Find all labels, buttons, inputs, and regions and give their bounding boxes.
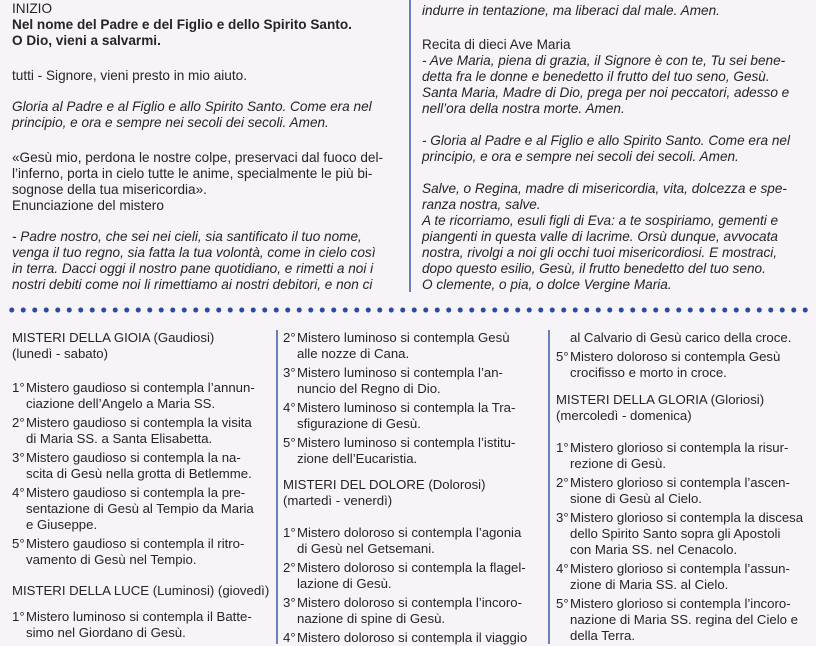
item-number: 3° — [556, 510, 569, 525]
gloria-prayer: Gloria al Padre e al Figlio e allo Spirito Santo. Come era nel principio, e ora e sempre nei secoli dei secoli. Amen. — [12, 99, 372, 130]
ave-maria-prayer: - Ave Maria, piena di grazia, il Signore è con te, Tu sei bene- detta fra le donne e benedetto il frutto del tuo seno, Gesù. Santa Maria, Madre di Dio, prega per noi peccatori, adesso e nell’ora della nostra morte. Amen. — [422, 53, 790, 116]
item-text: Mistero doloroso si contempla l’incoro- nazione di spine di Gesù. — [297, 595, 523, 626]
item-text: Mistero glorioso si contempla l’ascen- sione di Gesù al Cielo. — [570, 475, 790, 506]
item-text: Mistero luminoso si contempla la Tra- sfigurazione di Gesù. — [297, 400, 516, 431]
gioia-item — [12, 536, 274, 568]
gloria-item — [556, 596, 814, 644]
luce-item — [283, 330, 545, 362]
item-number: 5° — [283, 435, 296, 450]
luce-item — [283, 435, 545, 467]
dolore-item-continued — [556, 330, 814, 346]
section-title-inizio: INIZIO — [12, 1, 53, 16]
column-divider-1 — [276, 330, 278, 644]
gloria-item — [556, 561, 814, 593]
item-number: 5° — [556, 596, 569, 611]
gloria-item — [556, 440, 814, 472]
luce-item — [12, 609, 274, 641]
item-text: Mistero gaudioso si contempla la na- scita di Gesù nella grotta di Betlemme. — [26, 450, 252, 481]
item-text: Mistero luminoso si contempla l’an- nuncio del Regno di Dio. — [297, 365, 503, 396]
enunciation-label: Enunciazione del mistero — [12, 198, 164, 213]
column-divider-top — [409, 0, 411, 292]
pater-ending: indurre in tentazione, ma liberaci dal male. Amen. — [422, 3, 720, 18]
gioia-item — [12, 415, 274, 447]
dolore-heading: MISTERI DEL DOLORE (Dolorosi) — [283, 477, 486, 492]
item-text: Mistero doloroso si contempla la flagel- lazione di Gesù. — [297, 560, 526, 591]
item-number: 1° — [283, 525, 296, 540]
item-number: 1° — [12, 380, 25, 395]
opening-line-2: O Dio, vieni a salvarmi. — [12, 33, 161, 48]
item-text: Mistero luminoso si contempla il Batte- simo nel Giordano di Gesù. — [26, 609, 252, 640]
item-number: 2° — [283, 330, 296, 345]
dolore-item — [283, 560, 545, 592]
gloria-item — [556, 510, 814, 558]
item-text: Mistero glorioso si contempla l’incoro- nazione di Maria SS. regina del Cielo e della Terra. — [570, 596, 798, 643]
gioia-item — [12, 485, 274, 533]
dolore-item — [556, 349, 814, 381]
item-text-part1: Mistero doloroso si contempla il viaggio — [297, 630, 528, 645]
item-text: Mistero luminoso si contempla l’istitu- zione dell’Eucaristia. — [297, 435, 516, 466]
gioia-section — [12, 330, 274, 641]
pater-prayer: - Padre nostro, che sei nei cieli, sia santificato il tuo nome, venga il tuo regno, sia fatta la tua volontà, come in cielo così in terra. Dacci oggi il nostro pane quotidiano, e rimetti a noi i nostri debiti come noi li rimettiamo ai nostri debitori, e non ci — [12, 229, 376, 292]
item-number: 4° — [556, 561, 569, 576]
item-text: Mistero doloroso si contempla Gesù crocifisso e morto in croce. — [570, 349, 781, 380]
gloria-days: (mercoledì - domenica) — [556, 408, 692, 423]
gioia-days: (lunedì - sabato) — [12, 346, 109, 361]
luce-heading: MISTERI DELLA LUCE (Luminosi) (giovedì) — [12, 583, 270, 598]
column-divider-2 — [548, 330, 550, 644]
item-number: 4° — [283, 400, 296, 415]
item-number: 5° — [12, 536, 25, 551]
dolore-item — [283, 595, 545, 627]
item-number: 3° — [283, 595, 296, 610]
luce-item — [283, 400, 545, 432]
item-number: 3° — [12, 450, 25, 465]
item-number: 5° — [556, 349, 569, 364]
item-number: 1° — [556, 440, 569, 455]
item-text: Mistero glorioso si contempla la risur- rezione di Gesù. — [570, 440, 789, 471]
gioia-item — [12, 380, 274, 412]
item-text: Mistero gaudioso si contempla la pre- sentazione di Gesù al Tempio da Maria e Giuseppe. — [26, 485, 254, 532]
luce-dolore-section — [283, 330, 545, 646]
item-text: Mistero gaudioso si contempla la visita di Maria SS. a Santa Elisabetta. — [26, 415, 252, 446]
item-text: Mistero doloroso si contempla l’agonia di Gesù nel Getsemani. — [297, 525, 522, 556]
gloria-section — [556, 330, 814, 644]
dolore-days: (martedì - venerdì) — [283, 493, 393, 508]
salve-regina-prayer: Salve, o Regina, madre di misericordia, vita, dolcezza e spe- ranza nostra, salve. A te ricorriamo, esuli figli di Eva: a te sospiriamo, gementi e piangenti in questa valle di lacrime. Orsù dunque, avvocata nostra, rivolgi a noi gli occhi tuoi misericordiosi. E mostraci, dopo questo esilio, Gesù, il frutto benedetto del tuo seno. O clemente, o pia, o dolce Vergine Maria. — [422, 181, 787, 292]
item-number: 2° — [12, 415, 25, 430]
item-number: 3° — [283, 365, 296, 380]
gioia-list — [12, 380, 274, 568]
luce-item — [283, 365, 545, 397]
gloria-prayer-2: - Gloria al Padre e al Figlio e allo Spirito Santo. Come era nel principio, e ora e sempre nei secoli dei secoli. Amen. — [422, 133, 790, 164]
ave-title: Recita di dieci Ave Maria — [422, 37, 571, 52]
gloria-list — [556, 440, 814, 644]
gloria-item — [556, 475, 814, 507]
item-text: Mistero gaudioso si contempla il ritro- vamento di Gesù nel Tempio. — [26, 536, 245, 567]
item-number: 2° — [283, 560, 296, 575]
item-number: 4° — [283, 630, 296, 645]
item-text: Mistero luminoso si contempla Gesù alle nozze di Cana. — [297, 330, 510, 361]
fatima-prayer: «Gesù mio, perdona le nostre colpe, preservaci dal fuoco del- l’inferno, porta in cielo tutte le anime, specialmente le più bi- sognose della tua misericordia». — [12, 150, 384, 197]
response-line: tutti - Signore, vieni presto in mio aiuto. — [12, 68, 247, 83]
luce-list-start — [12, 609, 274, 641]
item-text: Mistero glorioso si contempla l’assun- zione di Maria SS. al Cielo. — [570, 561, 790, 592]
gioia-heading: MISTERI DELLA GIOIA (Gaudiosi) — [12, 330, 215, 345]
dolore-list — [283, 525, 545, 646]
dolore-item — [283, 525, 545, 557]
gloria-heading: MISTERI DELLA GLORIA (Gloriosi) — [556, 392, 765, 407]
item-number: 1° — [12, 609, 25, 624]
item-text: Mistero gaudioso si contempla l’annun- ciazione dell’Angelo a Maria SS. — [26, 380, 255, 411]
item-number: 2° — [556, 475, 569, 490]
gioia-item — [12, 450, 274, 482]
opening-line-1: Nel nome del Padre e del Figlio e dello Spirito Santo. — [12, 17, 352, 32]
dotted-separator — [6, 303, 812, 317]
item-number: 4° — [12, 485, 25, 500]
item-text: Mistero glorioso si contempla la discesa dello Spirito Santo sopra gli Apostoli con Maria SS. nel Cenacolo. — [570, 510, 804, 557]
item-text-part2: al Calvario di Gesù carico della croce. — [570, 330, 792, 345]
